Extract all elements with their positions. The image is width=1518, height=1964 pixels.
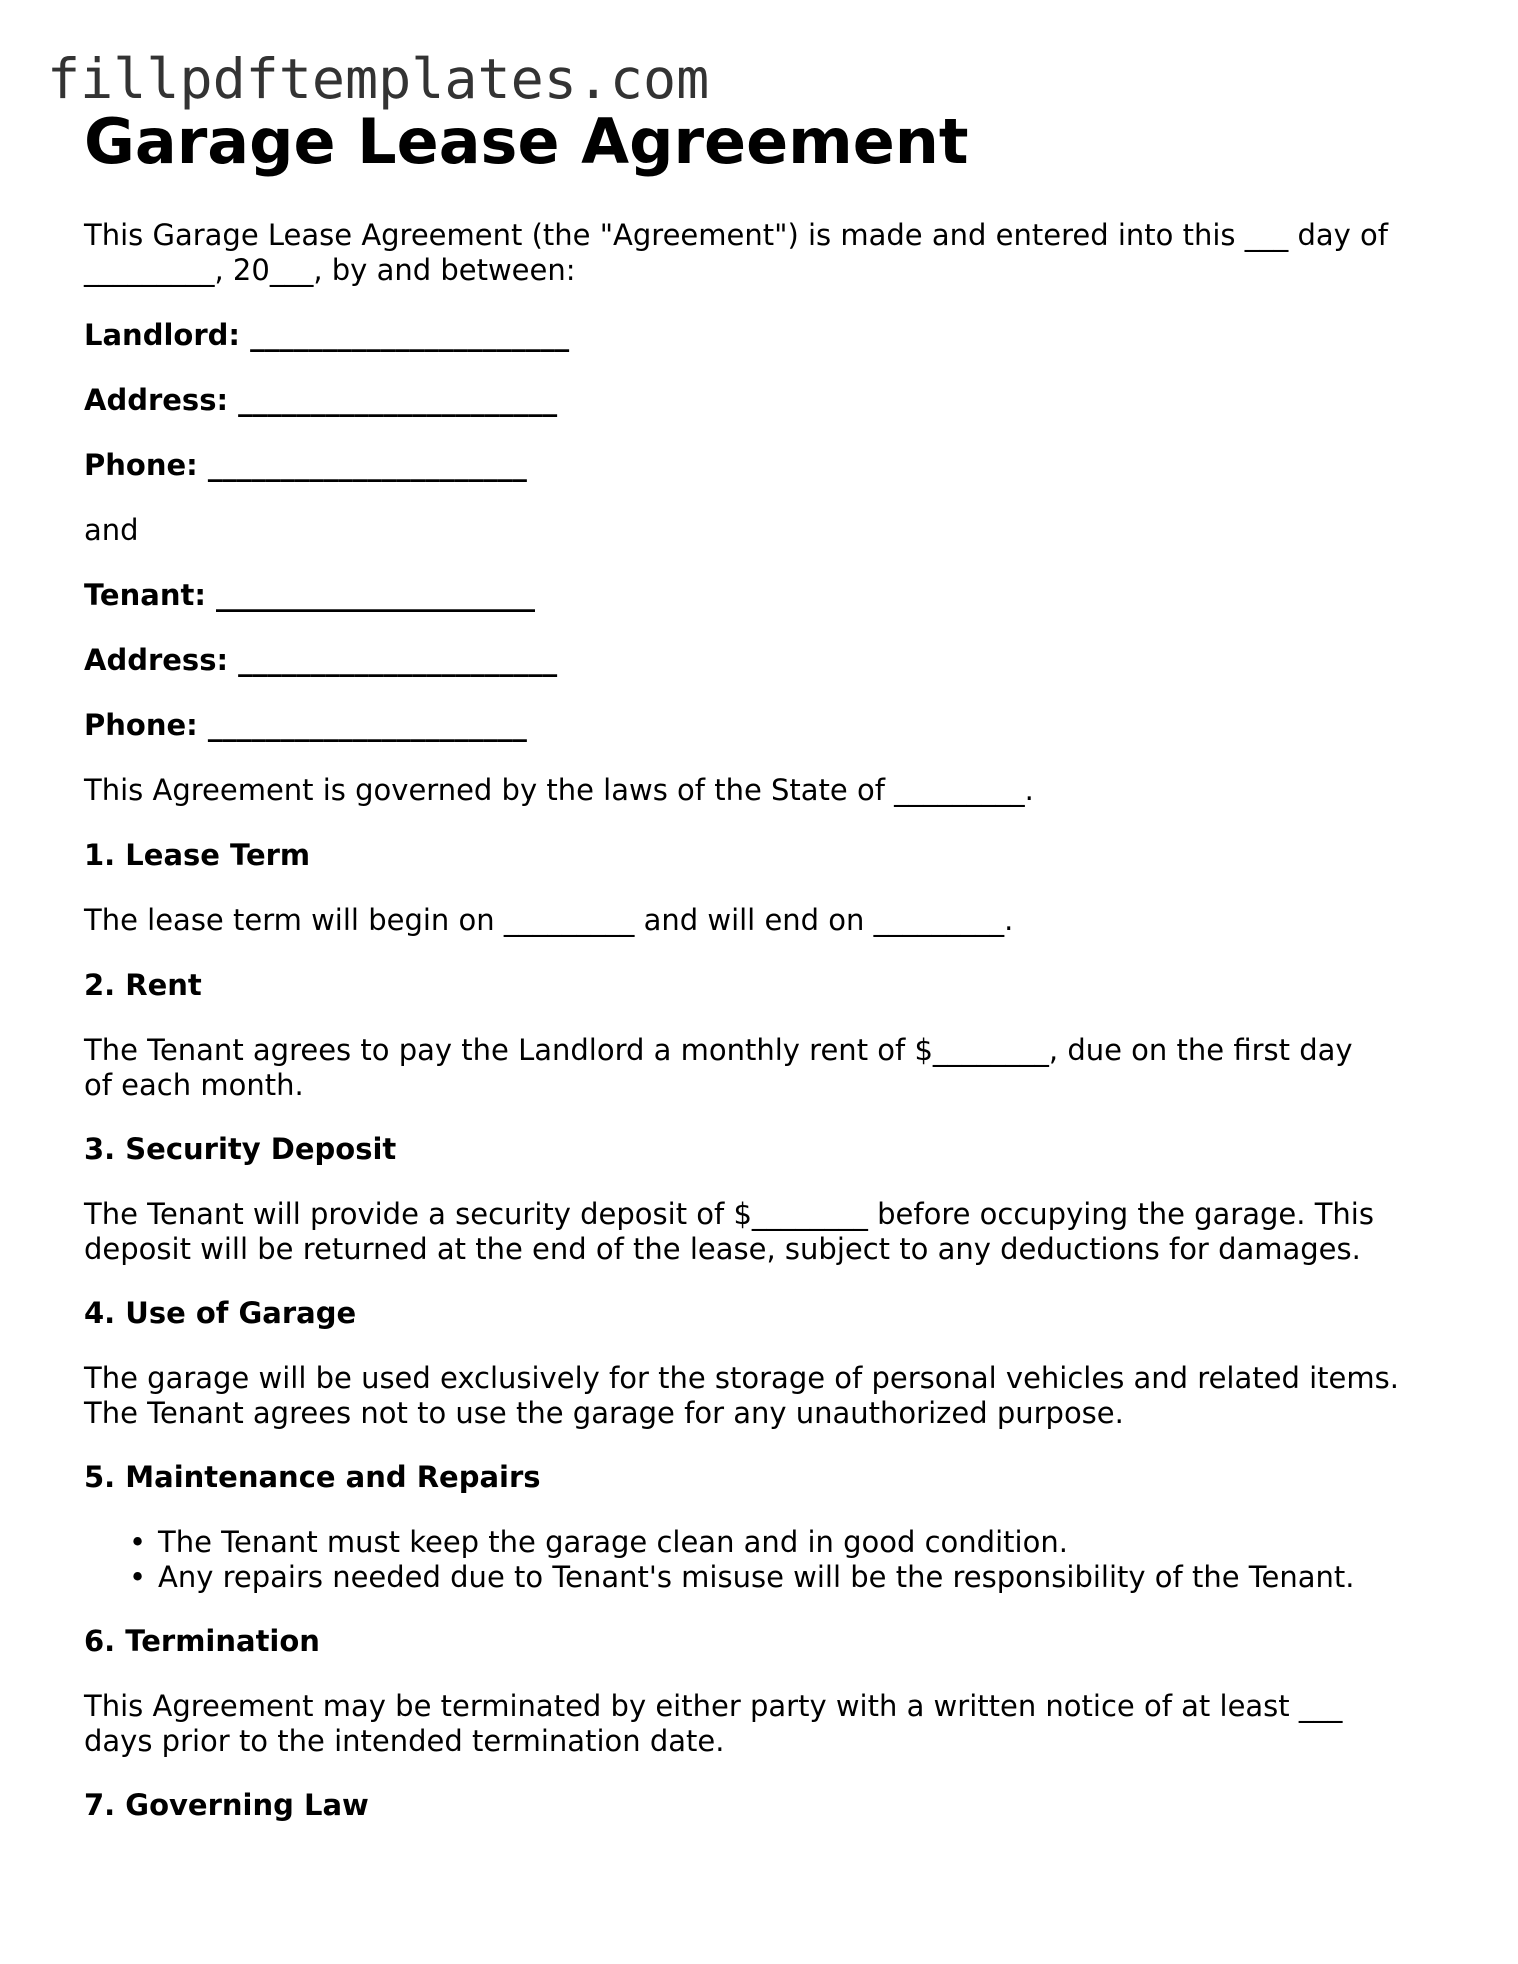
section-heading-governing-law: 7. Governing Law [84,1788,369,1822]
rent-paragraph [84,1033,1353,1103]
document-title: Garage Lease Agreement [84,105,969,178]
section-heading-lease-term: 1. Lease Term [84,838,311,872]
termination-line-1: This Agreement may be terminated by either party with a written notice of at least ___ [84,1689,1343,1723]
maintenance-bullet-list [84,1525,1355,1595]
use-of-garage-line-2: The Tenant agrees not to use the garage for any unauthorized purpose. [84,1396,1124,1430]
landlord-address-field: Address: ______________________ [84,383,558,417]
use-of-garage-line-1: The garage will be used exclusively for the storage of personal vehicles and related items. [84,1361,1399,1395]
intro-line-2: _________, 20___, by and between: [84,253,576,287]
landlord-phone-field: Phone: ______________________ [84,448,527,482]
section-heading-rent: 2. Rent [84,968,202,1002]
section-heading-termination: 6. Termination [84,1624,320,1658]
tenant-address-field: Address: ______________________ [84,643,558,677]
landlord-name-field: Landlord: ______________________ [84,318,570,352]
tenant-phone-field: Phone: ______________________ [84,708,527,742]
intro-line-1: This Garage Lease Agreement (the "Agreement") is made and entered into this ___ day of [84,218,1388,252]
rent-line-2: of each month. [84,1068,304,1102]
list-item [84,1560,1355,1595]
site-watermark: fillpdftemplates.com [47,47,710,111]
intro-paragraph [84,218,1388,288]
use-of-garage-paragraph [84,1361,1399,1431]
bullet-icon: • [129,1560,147,1594]
rent-line-1: The Tenant agrees to pay the Landlord a monthly rent of $________, due on the first day [84,1033,1353,1067]
termination-paragraph [84,1689,1342,1759]
security-deposit-line-1: The Tenant will provide a security deposit of $________ before occupying the garage. This [84,1197,1374,1231]
tenant-name-field: Tenant: ______________________ [84,578,536,612]
bullet-text: The Tenant must keep the garage clean and in good condition. [158,1525,1068,1559]
termination-line-2: days prior to the intended termination date. [84,1724,725,1758]
bullet-icon: • [129,1525,147,1559]
and-separator: and [84,513,139,547]
lease-term-paragraph: The lease term will begin on _________ and will end on _________. [84,903,1014,937]
security-deposit-line-2: deposit will be returned at the end of the lease, subject to any deductions for damages. [84,1232,1361,1266]
list-item [84,1525,1355,1560]
governed-by-paragraph: This Agreement is governed by the laws of the State of _________. [84,773,1034,807]
security-deposit-paragraph [84,1197,1374,1267]
section-heading-use-of-garage: 4. Use of Garage [84,1296,357,1330]
bullet-text: Any repairs needed due to Tenant's misuse will be the responsibility of the Tenant. [158,1560,1355,1594]
section-heading-maintenance: 5. Maintenance and Repairs [84,1460,541,1494]
section-heading-security-deposit: 3. Security Deposit [84,1132,397,1166]
